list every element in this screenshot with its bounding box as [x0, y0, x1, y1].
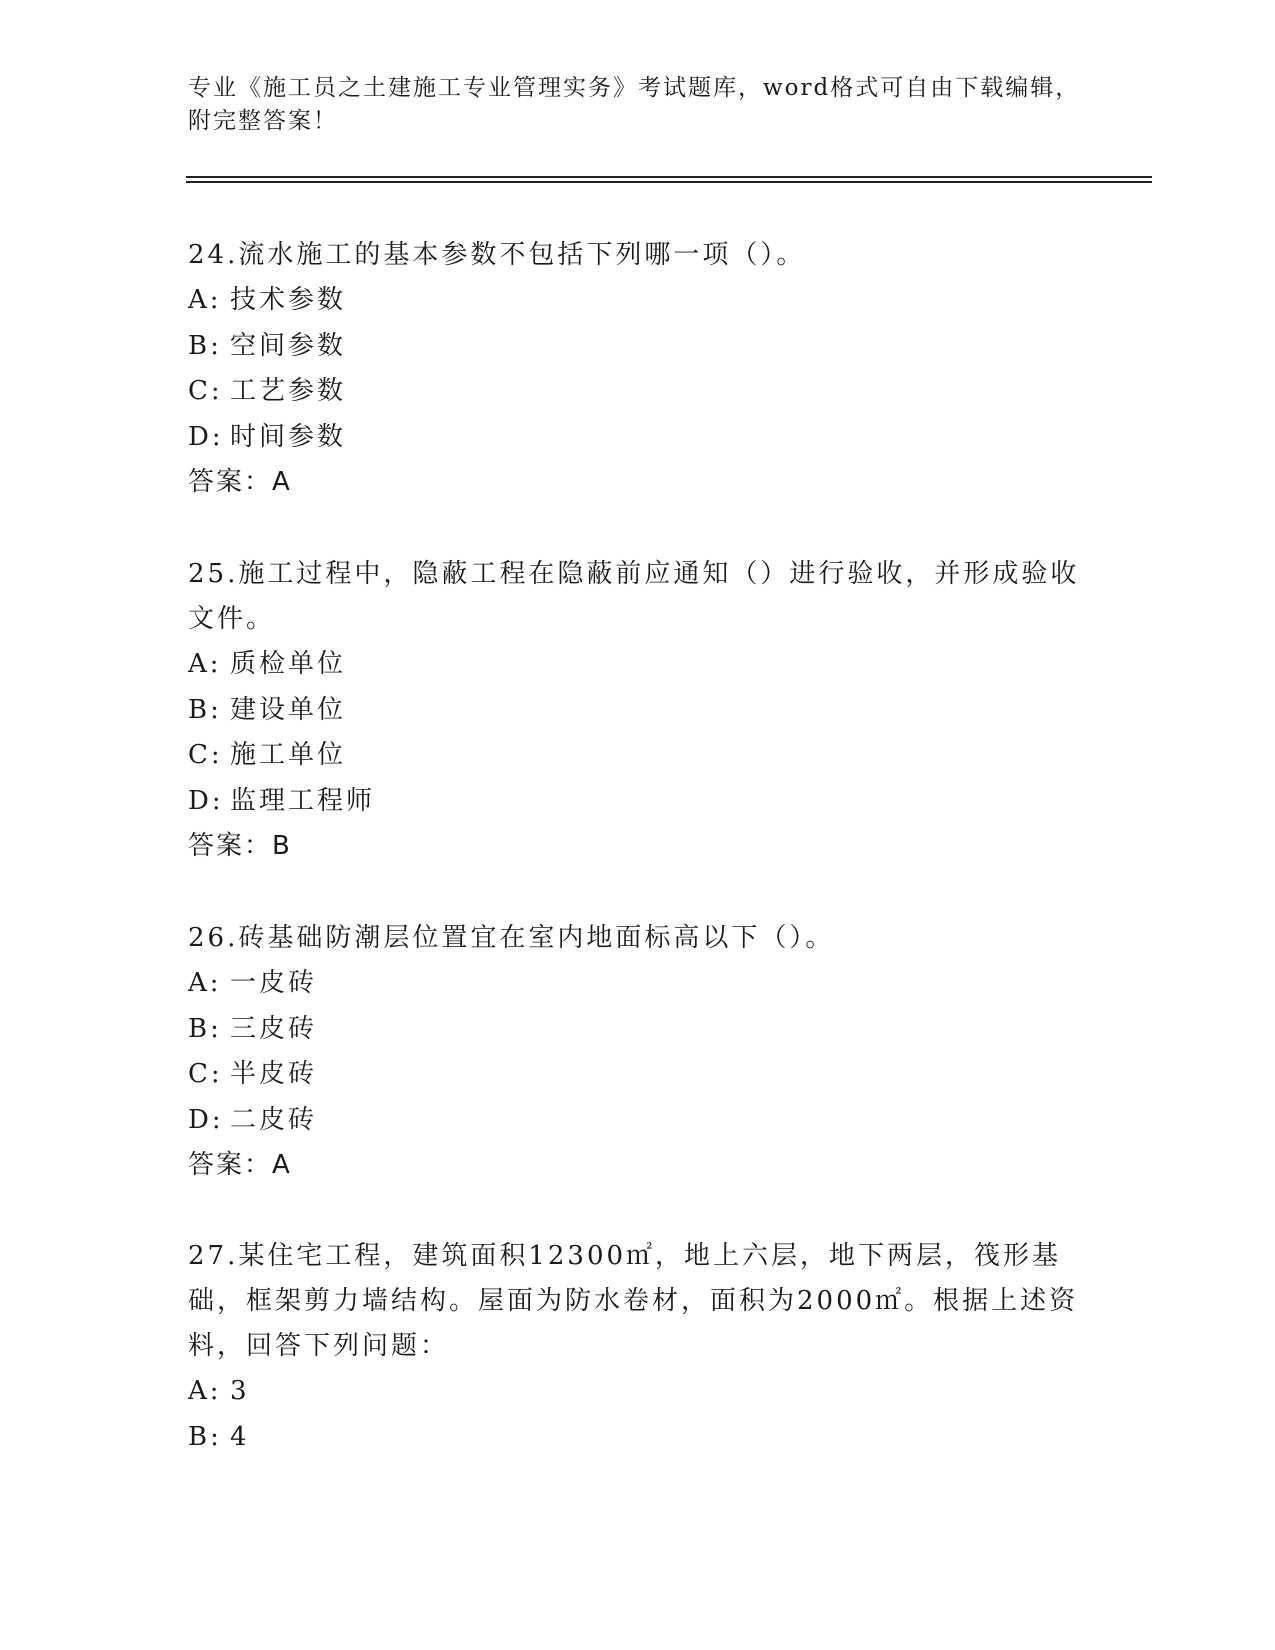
- option-c: [188, 733, 1088, 779]
- option-a: [188, 642, 1088, 688]
- option-b: [188, 1415, 1088, 1461]
- option-key: B:: [188, 1013, 222, 1044]
- option-text: 三皮砖: [230, 1013, 318, 1044]
- question-27: [188, 1234, 1088, 1460]
- option-key: B:: [188, 1421, 222, 1452]
- question-text: 24.流水施工的基本参数不包括下列哪一项（）。: [188, 240, 806, 270]
- option-key: D:: [188, 785, 224, 816]
- header-divider-bottom: [186, 181, 1152, 183]
- option-key: B:: [188, 330, 222, 361]
- option-text: 施工单位: [230, 740, 347, 770]
- option-a: [188, 961, 1088, 1007]
- option-text: 技术参数: [230, 285, 347, 315]
- option-text: 监理工程师: [230, 785, 376, 816]
- option-text: 二皮砖: [230, 1104, 318, 1135]
- question-25: [188, 552, 1088, 869]
- option-key: D:: [188, 421, 224, 452]
- option-a: [188, 278, 1088, 324]
- option-b: [188, 1007, 1088, 1053]
- option-d: [188, 779, 1088, 825]
- question-text: 27.某住宅工程，建筑面积12300㎡，地上六层，地下两层，筏形基础，框架剪力墙结构。屋面为防水卷材，面积为2000㎡。根据上述资料，回答下列问题：: [188, 1241, 1079, 1361]
- option-text: 半皮砖: [230, 1059, 318, 1089]
- question-26: [188, 916, 1088, 1188]
- header-line-1: 专业《施工员之土建施工专业管理实务》考试题库，word格式可自由下载编辑，: [188, 75, 1081, 101]
- option-key: A:: [188, 649, 222, 679]
- option-key: C:: [188, 376, 223, 406]
- option-text: 3: [230, 1376, 250, 1406]
- document-header: [188, 72, 1088, 138]
- option-a: [188, 1369, 1088, 1415]
- answer-line: 答案：B: [188, 831, 292, 861]
- option-text: 工艺参数: [230, 376, 347, 406]
- question-text: 26.砖基础防潮层位置宜在室内地面标高以下（）。: [188, 923, 835, 953]
- header-line-2: 附完整答案！: [188, 108, 338, 134]
- option-text: 时间参数: [230, 421, 347, 452]
- header-divider-top: [186, 176, 1152, 178]
- question-text: 25.施工过程中，隐蔽工程在隐蔽前应通知（）进行验收，并形成验收文件。: [188, 559, 1080, 634]
- option-key: A:: [188, 285, 222, 315]
- option-b: [188, 688, 1088, 734]
- option-text: 质检单位: [230, 649, 347, 679]
- option-key: C:: [188, 1059, 223, 1089]
- question-24: [188, 233, 1088, 505]
- answer-line: 答案：A: [188, 467, 292, 497]
- option-key: A:: [188, 1376, 222, 1406]
- option-text: 建设单位: [230, 694, 347, 725]
- option-d: [188, 415, 1088, 461]
- option-text: 空间参数: [230, 330, 347, 361]
- option-text: 一皮砖: [230, 968, 318, 998]
- option-key: A:: [188, 968, 222, 998]
- option-text: 4: [230, 1421, 250, 1452]
- option-d: [188, 1098, 1088, 1144]
- answer-line: 答案：A: [188, 1150, 292, 1180]
- option-b: [188, 324, 1088, 370]
- option-key: D:: [188, 1104, 224, 1135]
- option-c: [188, 369, 1088, 415]
- option-key: B:: [188, 694, 222, 725]
- option-c: [188, 1052, 1088, 1098]
- option-key: C:: [188, 740, 223, 770]
